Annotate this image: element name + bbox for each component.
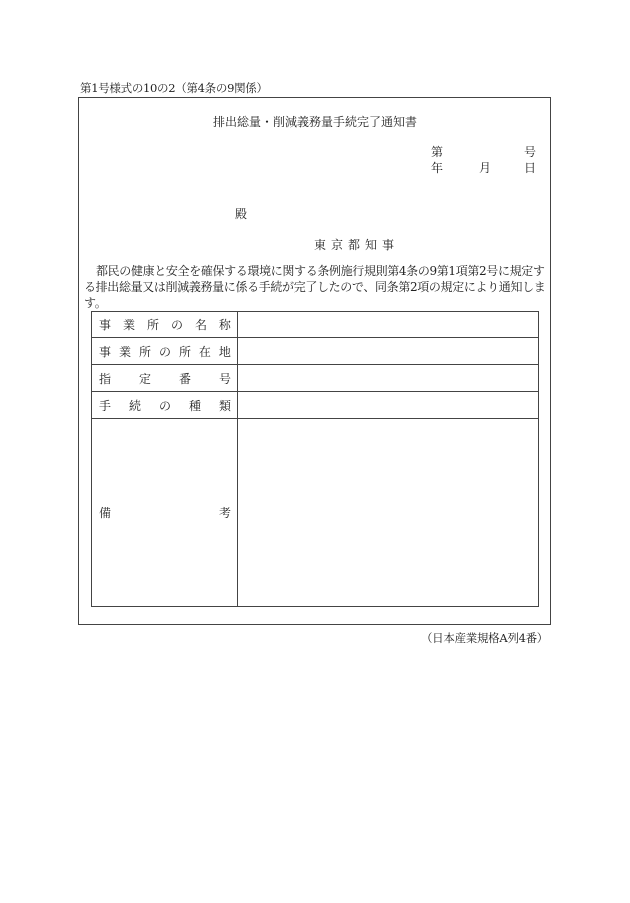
label-char: 類 (218, 398, 231, 413)
label-char: 名 (194, 318, 207, 332)
justified-label (99, 370, 231, 387)
paper-size-note: （日本産業規格A列4番） (420, 631, 548, 645)
number-prefix: 第 (431, 145, 444, 159)
document-title: 排出総量・削減義務量手続完了通知書 (212, 115, 417, 129)
date-day-label: 日 (524, 161, 537, 175)
row-label-facility-name (92, 312, 238, 338)
label-char: 指 (99, 371, 112, 386)
label-char: の (158, 344, 171, 359)
label-char: 業 (118, 344, 131, 359)
number-suffix: 号 (524, 145, 537, 159)
label-char: 事 (99, 318, 112, 332)
table-row (92, 338, 539, 365)
date-year-label: 年 (431, 161, 444, 175)
row-label-designation-number (92, 365, 238, 392)
row-label-procedure-type (92, 392, 238, 419)
row-value-facility-name (238, 312, 539, 338)
justified-label (99, 397, 231, 414)
notice-body-text: 都民の健康と安全を確保する環境に関する条例施行規則第4条の9第1項第2号に規定する排出総量又は削減義務量に係る手続が完了したので、同条第2項の規定により通知します。 (84, 264, 546, 310)
table-row (92, 365, 539, 392)
label-char: 称 (218, 318, 231, 332)
justified-label (99, 316, 231, 333)
label-char: 考 (218, 506, 231, 520)
label-char: 手 (99, 398, 112, 413)
date-month-label: 月 (479, 161, 492, 175)
form-number-label: 第1号様式の10の2（第4条の9関係） (80, 81, 268, 95)
label-char: 所 (178, 344, 191, 359)
justified-label (99, 343, 231, 360)
table-row (92, 392, 539, 419)
issuer-name: 東京都知事 (314, 238, 400, 252)
facility-info-table (91, 311, 539, 607)
label-char: 所 (146, 318, 159, 332)
label-char: 地 (218, 344, 231, 359)
row-label-remarks (92, 419, 238, 607)
table-row (92, 312, 539, 338)
label-char: の (170, 318, 183, 332)
addressee-suffix: 殿 (235, 207, 248, 221)
label-char: 事 (99, 344, 112, 359)
justified-label (99, 504, 231, 521)
row-value-designation-number (238, 365, 539, 392)
label-char: 備 (99, 506, 112, 520)
label-char: 業 (122, 318, 135, 332)
label-char: 在 (198, 344, 211, 359)
label-char: 番 (178, 371, 191, 386)
row-value-procedure-type (238, 392, 539, 419)
label-char: 所 (138, 344, 151, 359)
label-char: 定 (138, 371, 151, 386)
table-row (92, 419, 539, 607)
row-label-facility-address (92, 338, 238, 365)
row-value-remarks (238, 419, 539, 607)
label-char: 種 (188, 398, 201, 413)
label-char: 続 (128, 398, 141, 413)
label-char: 号 (218, 371, 231, 386)
label-char: の (158, 398, 171, 413)
row-value-facility-address (238, 338, 539, 365)
